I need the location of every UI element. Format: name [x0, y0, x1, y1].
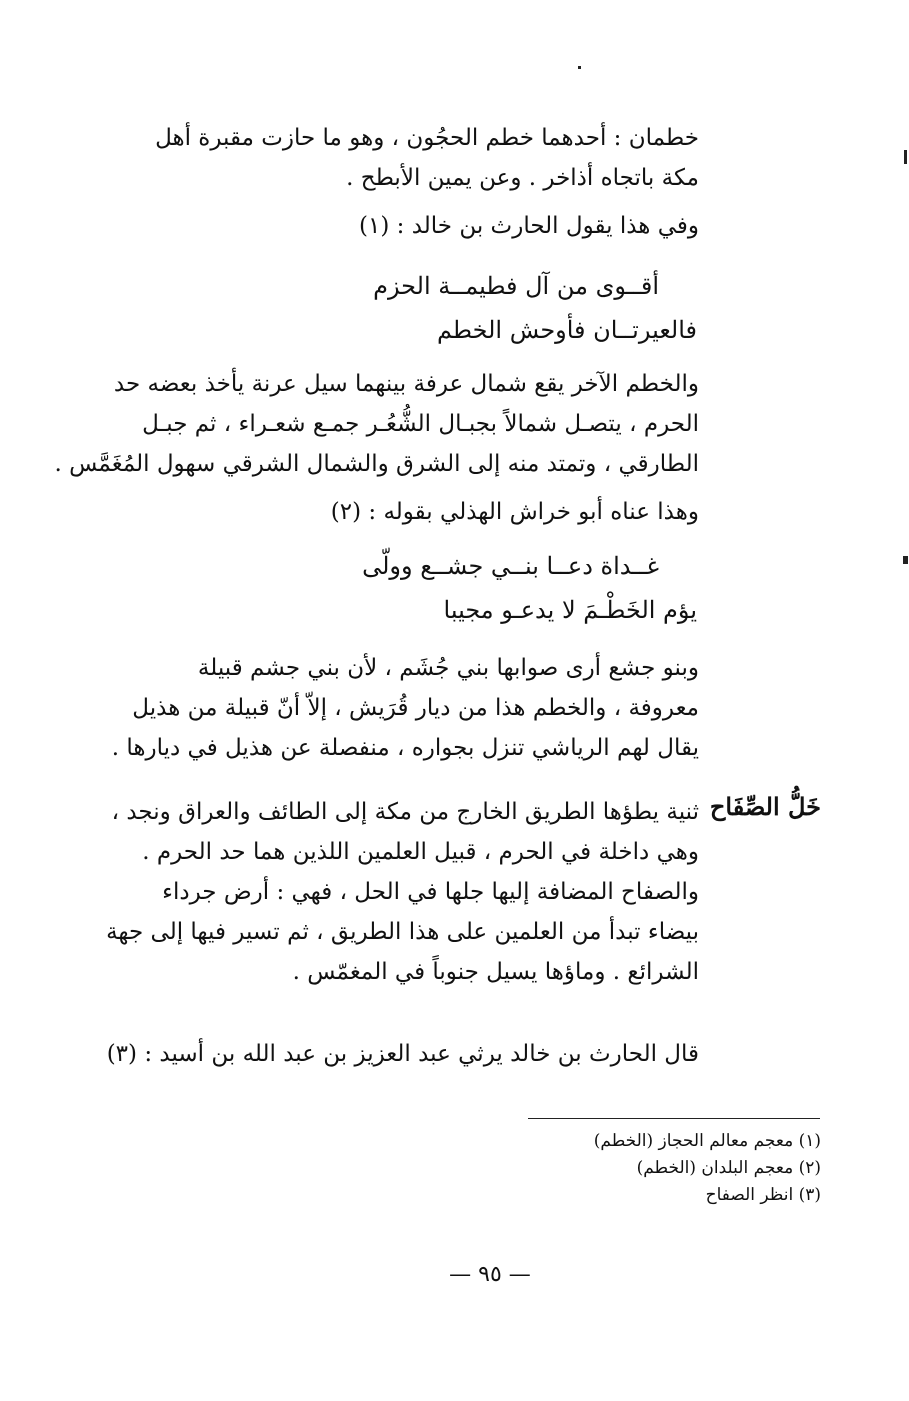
- speck-mark: [578, 66, 581, 69]
- verse-2-second-hemistich: يؤم الخَطْـمَ لا يدعـو مجيبا: [443, 596, 697, 624]
- footnote-separator: [528, 1118, 820, 1119]
- text-line: الحرم ، يتصـل شمالاً بجبـال الشُّعُـر جمـع شعـراء ، ثم جبـل: [142, 411, 699, 437]
- text-line: وفي هذا يقول الحارث بن خالد : (١): [359, 213, 699, 239]
- edge-mark: [903, 556, 908, 564]
- page-number: — ٩٥ —: [449, 1262, 531, 1287]
- paragraph-banu-jusham: [111, 648, 699, 768]
- verse-1-second-hemistich: فالعيرتــان فأوحش الخطم: [436, 316, 697, 344]
- footnote-2: (٢) معجم البلدان (الخطم): [636, 1158, 821, 1178]
- edge-mark: [904, 150, 907, 164]
- text-line: قال الحارث بن خالد يرثي عبد العزيز بن عبد الله بن أسيد : (٣): [106, 1041, 699, 1067]
- text-line: بيضاء تبدأ من العلمين على هذا الطريق ، ثم تسير فيها إلى جهة: [106, 919, 699, 945]
- text-line: الطارقي ، وتمتد منه إلى الشرق والشمال الشرقي سهول المُغَمَّس .: [54, 451, 699, 477]
- text-line: معروفة ، والخطم هذا من ديار قُرَيش ، إلاّ أنّ قبيلة من هذيل: [132, 695, 699, 721]
- text-line: وبنو جشع أرى صوابها بني جُشَم ، لأن بني جشم قبيلة: [197, 655, 699, 681]
- text-line: ثنية يطؤها الطريق الخارج من مكة إلى الطائف والعراق ونجد ،: [111, 799, 699, 825]
- verse-2-first-hemistich: غــداة دعــا بنــي جشــع وولّى: [362, 552, 659, 580]
- text-line: والصفاح المضافة إليها جلها في الحل ، فهي : أرض جرداء: [162, 879, 699, 905]
- closing-line: [106, 1034, 699, 1074]
- footnote-1: (١) معجم معالم الحجاز (الخطم): [593, 1131, 821, 1151]
- entry-term-khall-assifah: خَلُّ الصِّفَاح: [709, 792, 821, 821]
- text-line: والخطم الآخر يقع شمال عرفة بينهما سيل عرنة يأخذ بعضه حد: [113, 371, 699, 397]
- footnote-3: (٣) انظر الصفاح: [705, 1185, 821, 1205]
- text-line: يقال لهم الرياشي تنزل بجواره ، منفصلة عن هذيل في ديارها .: [111, 735, 699, 761]
- footnotes: [461, 1128, 821, 1209]
- paragraph-khatm-description: [54, 364, 699, 532]
- verse-1-first-hemistich: أقــوى من آل فطيمــة الحزم: [373, 272, 659, 300]
- text-line: وهي داخلة في الحرم ، قبيل العلمين اللذين هما حد الحرم .: [142, 839, 699, 865]
- entry-khall-assifah: [106, 792, 699, 992]
- text-line: خطمان : أحدهما خطم الحجُون ، وهو ما حازت مقبرة أهل: [155, 125, 699, 151]
- text-line: مكة باتجاه أذاخر . وعن يمين الأبطح .: [346, 165, 699, 191]
- text-line: الشرائع . وماؤها يسيل جنوباً في المغمّس .: [292, 959, 699, 985]
- text-line: وهذا عناه أبو خراش الهذلي بقوله : (٢): [330, 499, 699, 525]
- entry-khatman: [154, 118, 699, 246]
